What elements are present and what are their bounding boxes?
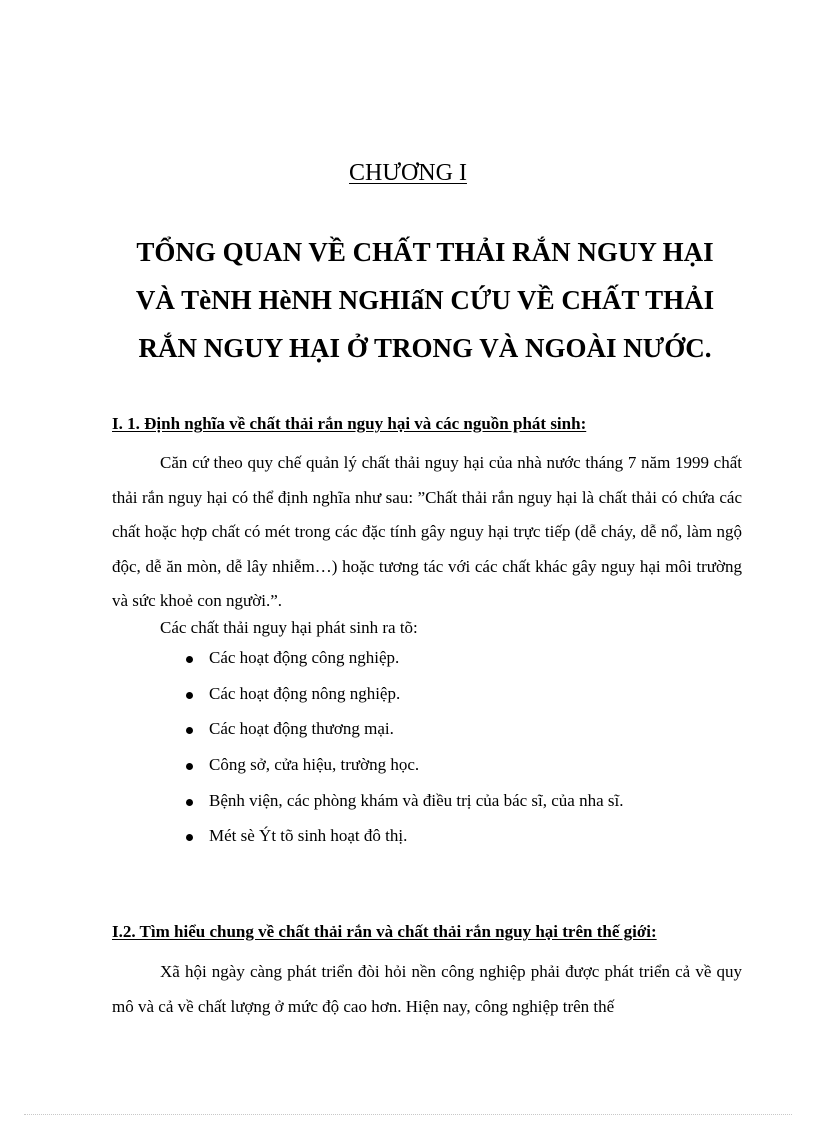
document-page: CHƯƠNG I TỔNG QUAN VỀ CHẤT THẢI RẮN NGUY HẠI VÀ TèNH HèNH NGHIấN CỨU VỀ CHẤT THẢI RẮN NGUY HẠI Ở TRONG VÀ NGOÀI NƯỚC. I. 1. Định nghĩa về chất thải rắn nguy hại và các nguồn phát sinh: Căn cứ theo quy chế quản lý chất thải nguy hại của nhà nước tháng 7 năm 1999 chất thải rắn nguy hại có thể định nghĩa như sau: ”Chất thải rắn nguy hại là chất thải có chứa các chất hoặc hợp chất có mét trong các đặc tính gây nguy hại trực tiếp (dễ cháy, dễ nổ, làm ngộ độc, dễ ăn mòn, dễ lây nhiễm…) hoặc tương tác với các chất khác gây nguy hại môi trường và sức khoẻ con người.”. Các chất thải nguy hại phát sinh ra tõ: Các hoạt động công nghiệp. Các hoạt động nông nghiệp. Các hoạt động thương mại. Công sở, cửa hiệu, trường học. Bệnh viện, các phòng khám và điều trị của bác sĩ, của nha sĩ. Mét sè Ýt tõ sinh hoạt đô thị. I.2. Tìm hiểu chung về chất thải rắn và chất thải rắn nguy hại trên thế giới: Xã hội ngày càng phát triển đòi hỏi nền công nghiệp phải được phát triển cả về quy mô và cả về chất lượng ở mức độ cao hơn. Hiện nay, công nghiệp trên thế	[0, 0, 816, 1123]
page-bottom-divider	[24, 1114, 792, 1115]
title-line: VÀ TèNH HèNH NGHIấN CỨU VỀ CHẤT THẢI	[135, 285, 715, 315]
section-1-paragraph: Căn cứ theo quy chế quản lý chất thải nguy hại của nhà nước tháng 7 năm 1999 chất thải rắn nguy hại có thể định nghĩa như sau: ”Chất thải rắn nguy hại là chất thải có chứa các chất hoặc hợp chất có mét trong các đặc tính gây nguy hại trực tiếp (dễ cháy, dễ nổ, làm ngộ độc, dễ ăn mòn, dễ lây nhiễm…) hoặc tương tác với các chất khác gây nguy hại môi trường và sức khoẻ con người.”.	[112, 453, 742, 610]
title-line: TỔNG QUAN VỀ CHẤT THẢI RẮN NGUY HẠI	[136, 237, 714, 267]
chapter-title	[100, 228, 750, 372]
title-line: RẮN NGUY HẠI Ở TRONG VÀ NGOÀI NƯỚC.	[138, 333, 712, 363]
section-2-heading: I.2. Tìm hiểu chung về chất thải rắn và chất thải rắn nguy hại trên thế giới:	[112, 922, 657, 941]
sources-intro: Các chất thải nguy hại phát sinh ra tõ:	[160, 618, 418, 637]
bullet-icon	[186, 692, 193, 699]
bullet-icon	[186, 799, 193, 806]
bullet-icon	[186, 763, 193, 770]
bullet-icon	[186, 656, 193, 663]
section-2-paragraph: Xã hội ngày càng phát triển đòi hỏi nền công nghiệp phải được phát triển cả về quy mô và cả về chất lượng ở mức độ cao hơn. Hiện nay, công nghiệp trên thế	[112, 962, 742, 1016]
section-1-heading: I. 1. Định nghĩa về chất thải rắn nguy hại và các nguồn phát sinh:	[112, 414, 587, 433]
chapter-label: CHƯƠNG I	[349, 160, 467, 186]
bullet-icon	[186, 834, 193, 841]
bullet-icon	[186, 727, 193, 734]
